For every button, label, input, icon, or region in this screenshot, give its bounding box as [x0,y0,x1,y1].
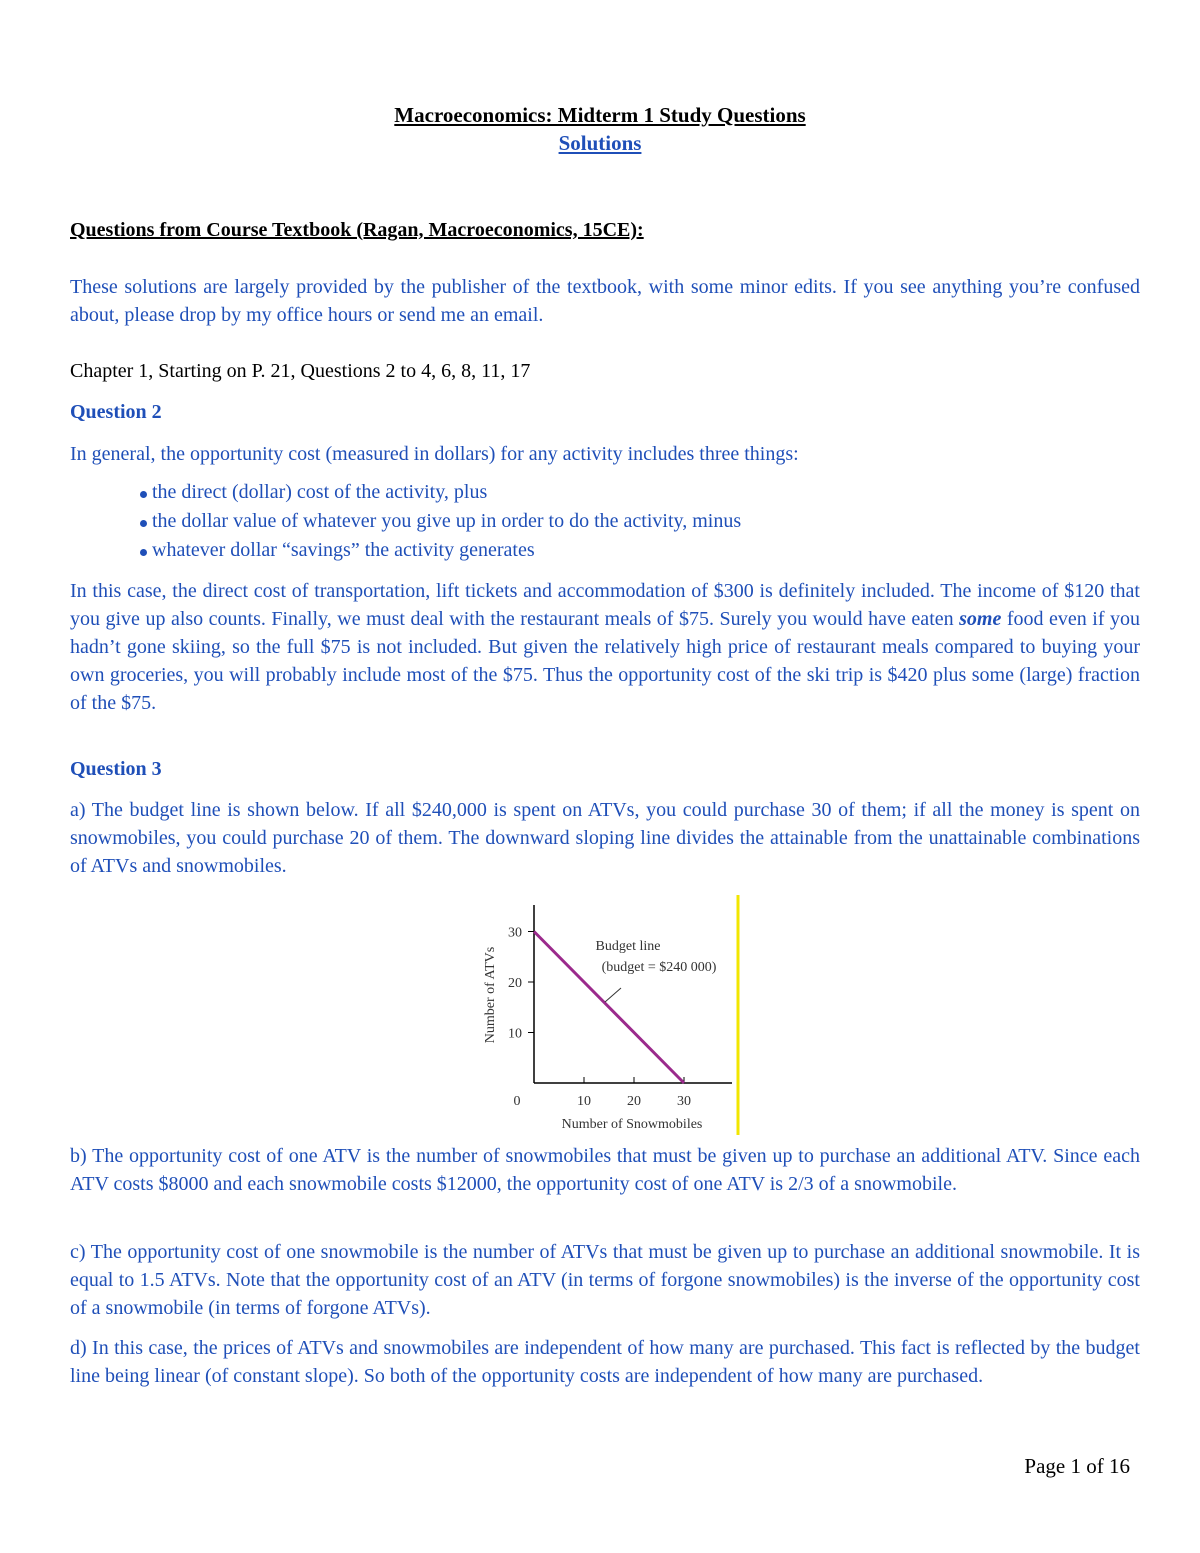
budget-line-series [534,932,684,1084]
x-axis-label: Number of Snowmobiles [561,1117,703,1132]
bullet-icon [140,491,147,498]
origin-label: 0 [513,1094,521,1109]
y-axis-label: Number of ATVs [483,946,498,1044]
x-tick-label: 10 [577,1094,591,1109]
section-heading: Questions from Course Textbook (Ragan, Macroeconomics, 15CE): [70,219,644,241]
budget-line-chart [462,895,740,1135]
opportunity-cost-list [70,478,741,565]
list-item: the dollar value of whatever you give up in order to do the activity, minus [70,507,741,536]
y-tick-label: 20 [508,976,522,991]
question-2-body: In this case, the direct cost of transportation, lift tickets and accommodation of $300 is definitely included. The income of $120 that you give up also counts. Finally, we must deal with the restaurant meals of $75. Surely you would have eaten some food even if you hadn’t gone skiing, so the full $75 is not included. But given the relatively high price of restaurant meals compared to buying your own groceries, you will probably include most of the $75. Thus the opportunity cost of the ski trip is $420 plus some (large) fraction of the $75. [70,580,1140,714]
question-3-part-a: a) The budget line is shown below. If all $240,000 is spent on ATVs, you could purchase 30 of them; if all the money is spent on snowmobiles, you could purchase 20 of them. The downward sloping line divides the attainable from the unattainable combinations of ATVs and snowmobiles. [70,799,1140,877]
bullet-icon [140,520,147,527]
y-tick-label: 30 [508,925,522,941]
annotation-pointer [605,988,621,1002]
question-2-heading: Question 2 [70,401,162,423]
page-subtitle: Solutions [558,131,642,155]
x-tick-label: 20 [627,1094,641,1109]
intro-paragraph: These solutions are largely provided by the publisher of the textbook, with some minor edits. If you see anything you’re confused about, please drop by my office hours or send me an email. [70,276,1140,326]
page-number: Page 1 of 16 [1024,1454,1130,1478]
question-3-part-d: d) In this case, the prices of ATVs and snowmobiles are independent of how many are purchased. This fact is reflected by the budget line being linear (of constant slope). So both of the opportunity costs are independent of how many are purchased. [70,1337,1140,1387]
question-3-part-c: c) The opportunity cost of one snowmobile is the number of ATVs that must be given up to purchase an additional snowmobile. It is equal to 1.5 ATVs. Note that the opportunity cost of an ATV (in terms of forgone snowmobiles) is the inverse of the opportunity cost of a snowmobile (in terms of forgone ATVs). [70,1241,1140,1319]
question-3-part-b: b) The opportunity cost of one ATV is the number of snowmobiles that must be given up to purchase an additional ATV. Since each ATV costs $8000 and each snowmobile costs $12000, the opportunity cost of one ATV is 2/3 of a snowmobile. [70,1145,1140,1195]
list-item: the direct (dollar) cost of the activity, plus [70,478,741,507]
emphasis-text: some [959,608,1002,630]
question-2-intro: In general, the opportunity cost (measured in dollars) for any activity includes three things: [70,443,799,465]
question-3-heading: Question 3 [70,758,162,780]
annotation-label-1: Budget line [595,939,661,954]
chart-svg [462,895,740,1135]
page-title: Macroeconomics: Midterm 1 Study Questions [394,103,806,127]
y-tick-label: 10 [508,1026,522,1042]
x-tick-label: 30 [677,1094,691,1109]
bullet-icon [140,549,147,556]
list-item: whatever dollar “savings” the activity generates [70,536,741,565]
chapter-line: Chapter 1, Starting on P. 21, Questions 2 to 4, 6, 8, 11, 17 [70,360,531,382]
annotation-label-2: (budget = $240 000) [601,960,717,975]
